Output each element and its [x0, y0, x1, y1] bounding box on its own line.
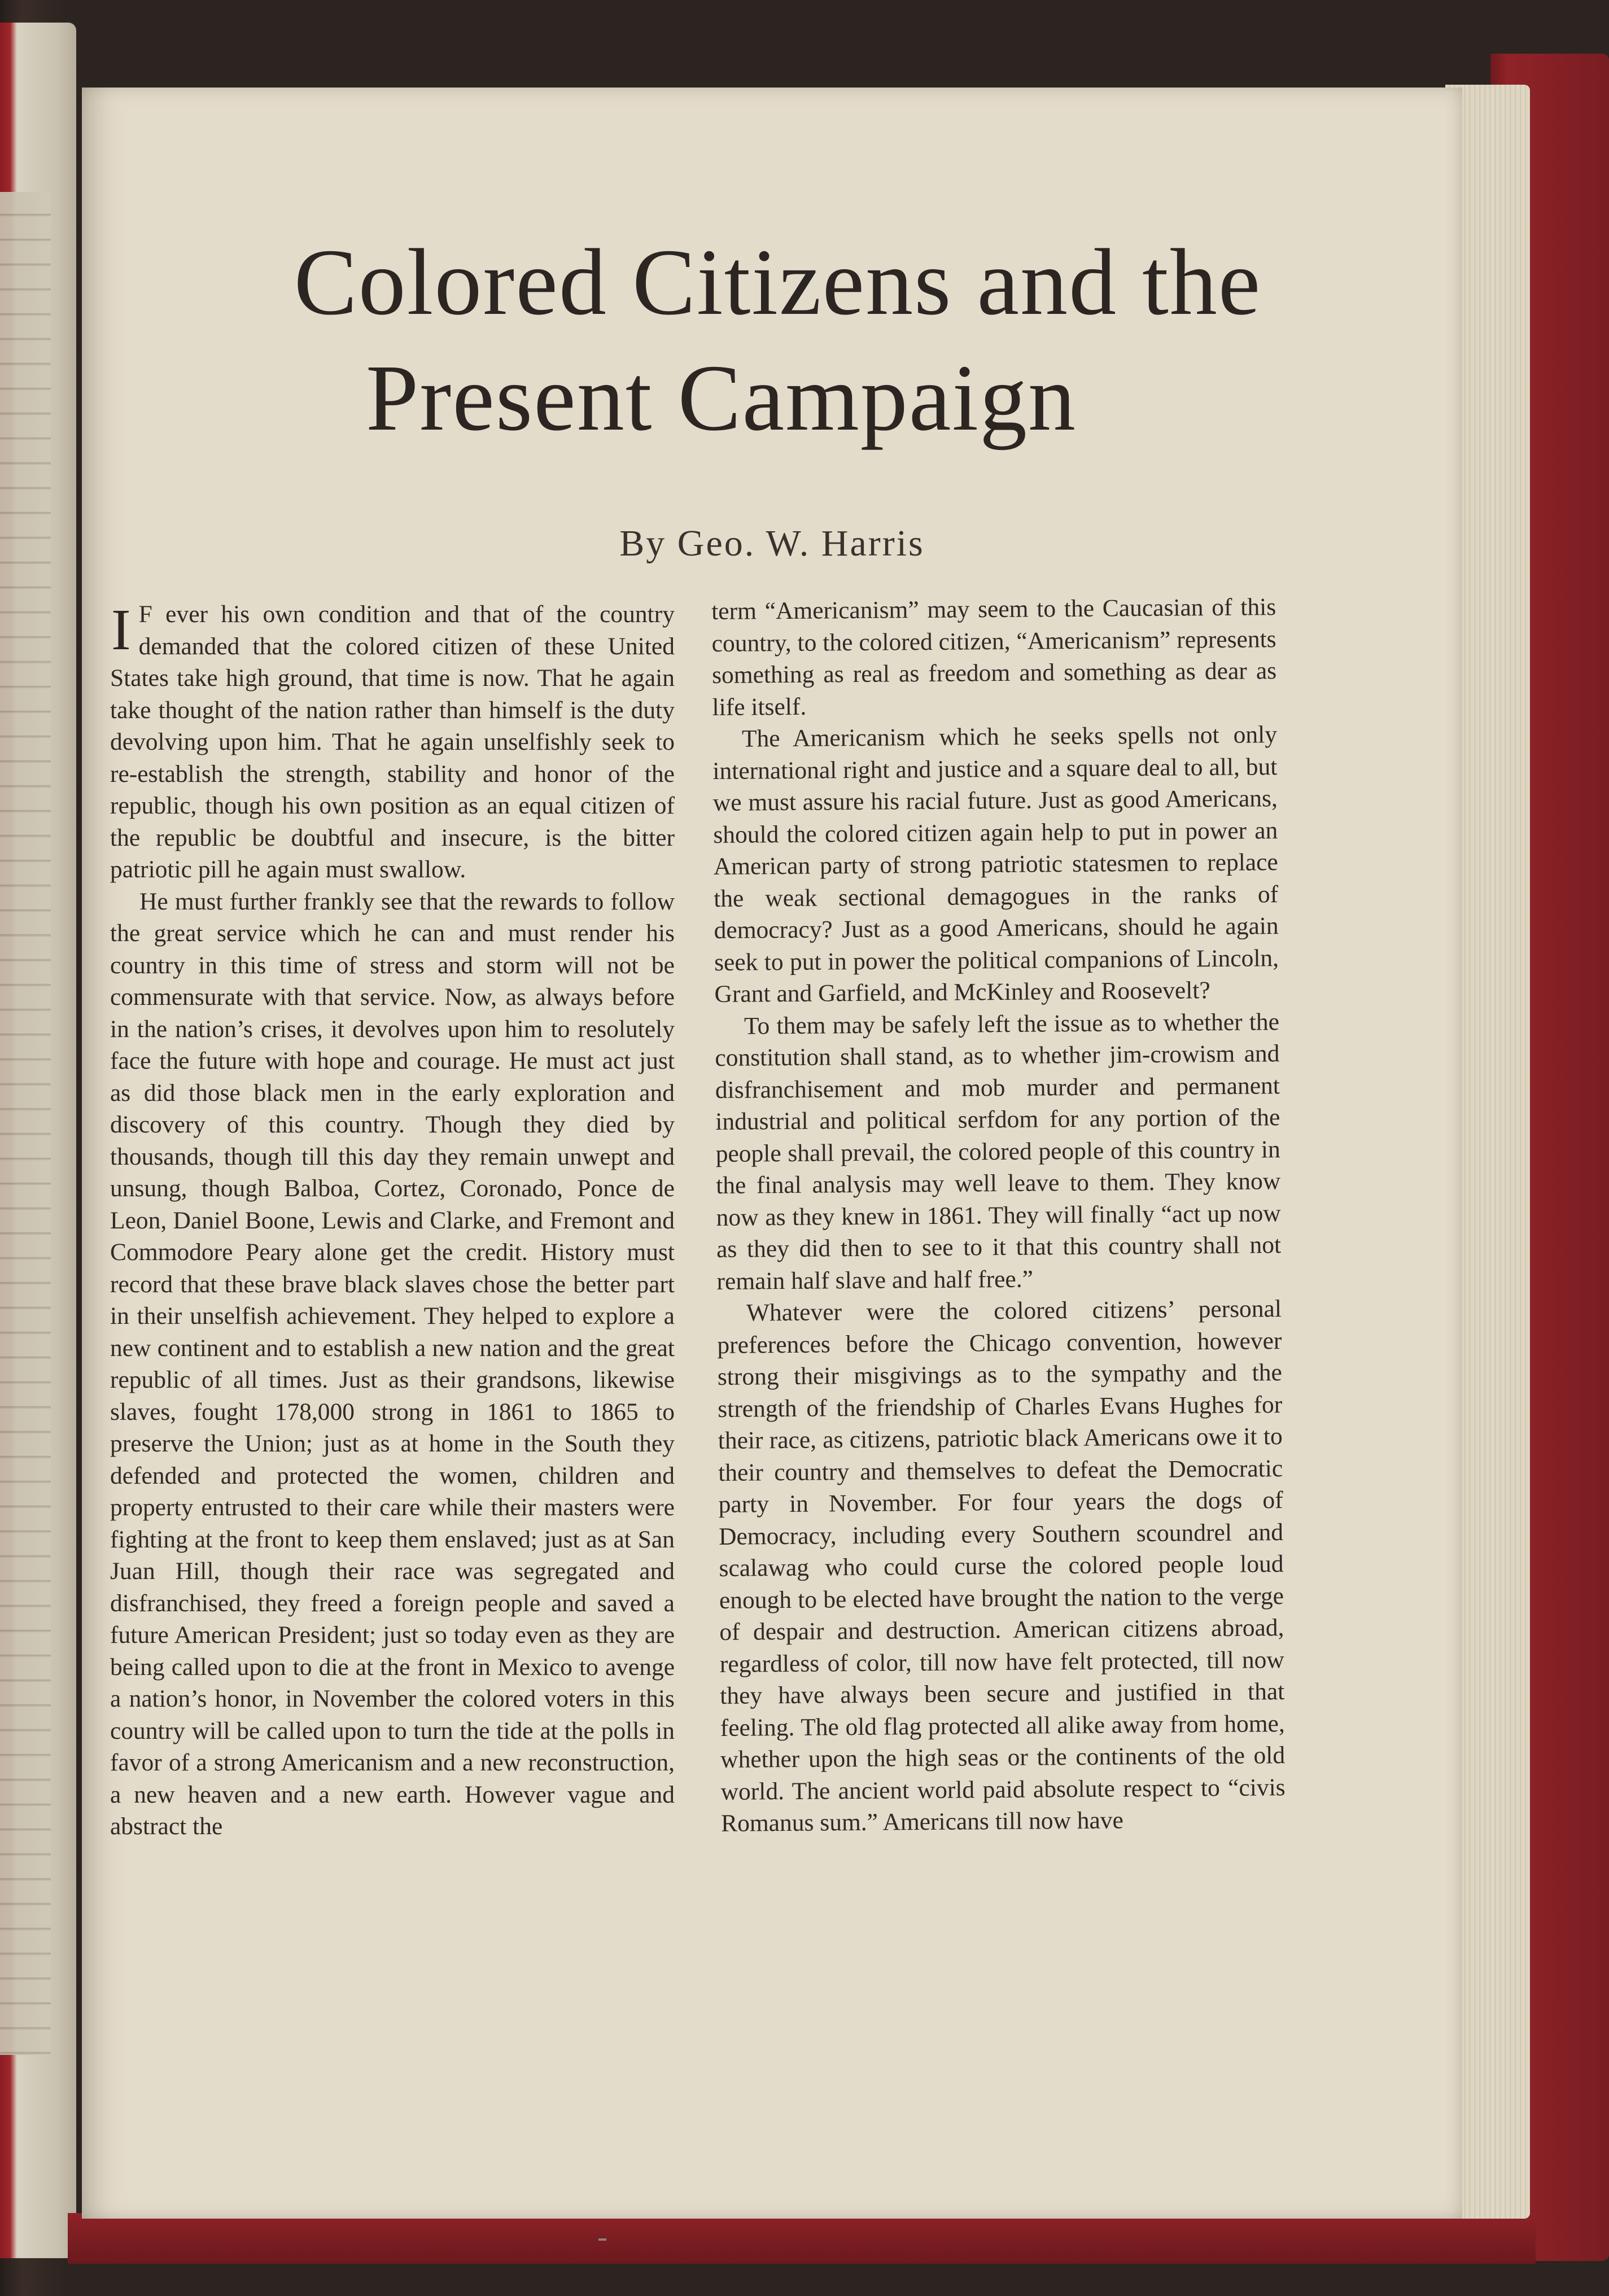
- paragraph: The Americanism which he seeks spells not only international right and justice and a square deal to all, but we must assure his racial future. Just as good Americans, should the colored citizen again help to put in power an American party of strong patriotic statesmen to replace the weak sectional demagogues in the ranks of democracy? Just as a good Americans, should he again seek to put in power the political companions of Lincoln, Grant and Garfield, and McKinley and Roosevelt?: [712, 721, 1279, 1008]
- paragraph: Whatever were the colored citizens’ personal preferences before the Chicago convention, however strong their misgivings as to the sympathy and the strength of the friendship of Charles Evans Hughes for their race, as citizens, patriotic black Americans owe it to their country and themselves to defeat the Democratic party in November. For four years the dogs of Democracy, including every Southern scoundrel and scalawag who could curse the colored people loud enough to be elected have brought the nation to the verge of despair and destruction. American citizens abroad, regardless of color, till now have felt protected, till now they have always been secure and justified in that feeling. The old flag protected all alike away from home, whether upon the high seas or the continents of the old world. The ancient world paid absolute respect to “civis Romanus sum.” Americans till now have: [717, 1295, 1286, 1837]
- left-page-text-fragment: [0, 192, 51, 2055]
- article-byline: By Geo. W. Harris: [619, 523, 925, 564]
- article-title-line1: Colored Citizens and the: [294, 230, 1262, 335]
- paragraph: term “Americanism” may seem to the Caucasian of this country, to the colored citizen, “Americanism” represents something as real as freedom and something as dear as life itself.: [711, 593, 1277, 721]
- paragraph: To them may be safely left the issue as to whether the constitution shall stand, as to whether jim-crowism and disfranchisement and mob murder and permanent industrial and political serfdom for any portion of the people shall prevail, the colored people of this country in the final analysis may well leave to them. They know now as they knew in 1861. They will finally “act up now as they did then to see to it that this country shall not remain half slave and half free.”: [715, 1008, 1282, 1295]
- paragraph: He must further frankly see that the rewards to follow the great service which he can and must render his country in this time of stress and storm will not be commensurate with that service. Now, as always before in the nation’s crises, it devolves upon him to resolutely face the future with hope and courage. He must act just as did those black men in the early exploration and discovery of this country. Though they died by thousands, though till this day they remain unwept and unsung, though Balboa, Cortez, Coronado, Ponce de Leon, Daniel Boone, Lewis and Clarke, and Fremont and Commodore Peary alone get the credit. History must record that these brave black slaves chose the better part in their unselfish achievement. They helped to explore a new continent and to establish a new nation and the great republic of all times. Just as their grandsons, likewise slaves, fought 178,000 strong in 1861 to 1865 to preserve the Union; just as at home in the South they defended and protected the women, children and property entrusted to their care while their masters were fighting at the front to keep them enslaved; just as at San Juan Hill, though their race was segregated and disfranchised, they freed a foreign people and saved a future American President; just so today even as they are being called upon to die at the front in Mexico to avenge a nation’s honor, in November the colored voters in this country will be called upon to turn the tide at the polls in favor of a strong Americanism and a new reconstruction, a new heaven and a new earth. However vague and abstract the: [110, 887, 675, 1840]
- right-column: [711, 591, 1286, 1839]
- article-page: [82, 88, 1462, 2219]
- left-column: [110, 598, 675, 1843]
- drop-cap: I: [111, 597, 131, 662]
- paragraph-text: F ever his own condition and that of the country demanded that the colored citizen of these United States take high ground, that time is now. That he again take thought of the nation rather than himself is the duty devolving upon him. That he again unselfishly seek to re-establish the strength, stability and honor of the republic, though his own position as an equal citizen of the republic be doubtful and insecure, is the bitter patriotic pill he again must swallow.: [110, 601, 675, 883]
- article-title-line2: Present Campaign: [365, 346, 1077, 451]
- page-mark: [598, 2238, 606, 2241]
- paragraph: [110, 598, 675, 886]
- book-cover-bottom: [68, 2213, 1536, 2264]
